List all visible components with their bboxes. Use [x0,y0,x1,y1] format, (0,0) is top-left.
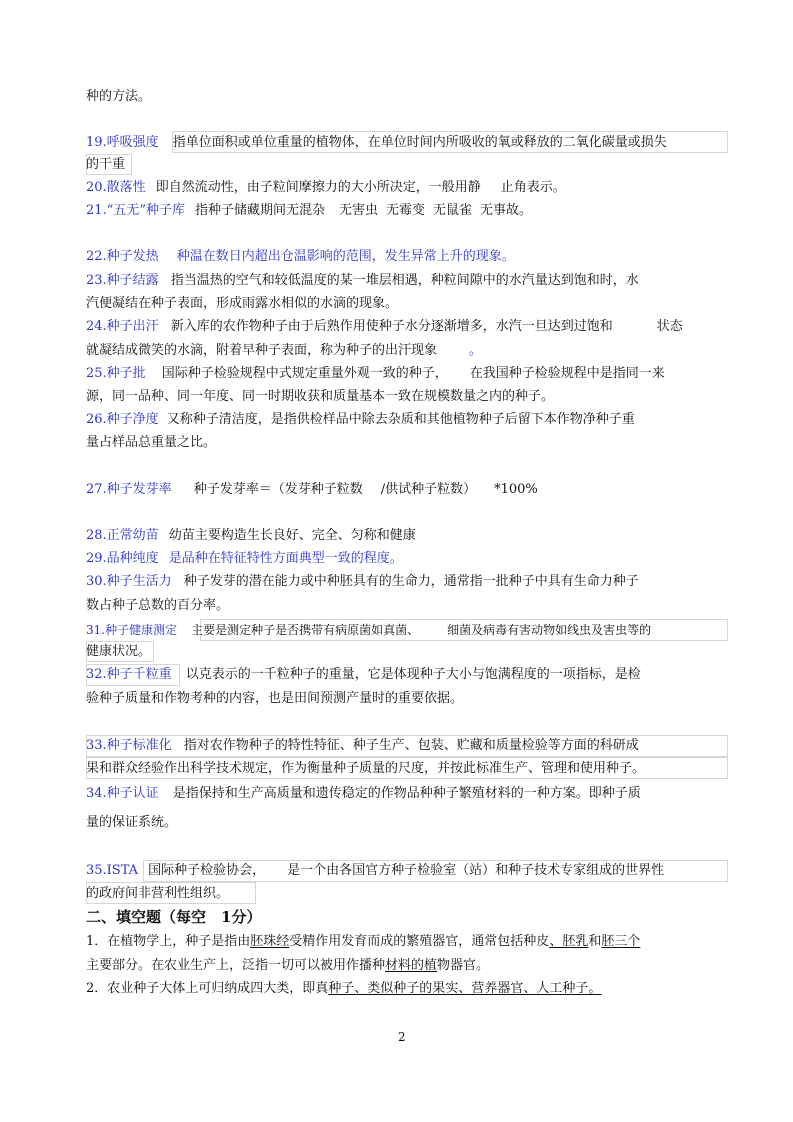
entry-25 [86,365,665,383]
term: 35.ISTA [86,863,139,878]
answer: 种子。 [562,981,602,996]
definition: 指当温热的空气和较低温度的某一堆层相遇，种粒间隙中的水汽量达到饱和时，水 [170,273,639,288]
term: 23.种子结露 [86,273,159,288]
term: 25.种子批 [86,366,146,381]
entry-19-cont: 的干重 [86,157,126,172]
fill-question-2 [86,980,641,998]
definition: 无霉变 [386,203,426,218]
entry-33-cont: 果和群众经验作出科学技术规定，作为衡量种子质量的尺度，并按此标准生产、管理和使用种子。 [86,761,646,776]
definition: 种温在数日内超出仓温影响的范围，发生异常上升的现象。 [176,249,515,264]
entry-32-cont: 验种子质量和作物考种的内容，也是田间预测产量时的重要依据。 [86,691,464,706]
question-text: 和 [588,934,602,949]
entry-21 [86,202,532,220]
entry-24-cont [86,342,482,360]
answer: 胚珠经 [250,934,290,949]
question-text: 主要部分。在农业生产上，泛指一切可以被用作播种 [86,958,386,973]
entry-27 [86,481,538,499]
entry-20 [86,179,566,197]
entry-35 [86,862,664,880]
entry-22 [86,248,515,266]
definition: /供试种子粒数） [380,482,477,497]
fill-question-1 [86,933,654,951]
entry-25-cont: 源，同一品种、同一年度、同一时期收获和质量基本一致在规模数量之内的种子。 [86,389,555,404]
answer: 器官、人工 [497,981,563,996]
question-text: 受精作用发育而成的繁殖器官，通常包括种皮 [289,934,550,949]
definition: 国际种子检验协会， [148,863,266,878]
term: 32.种子千粒重 [86,667,172,682]
term: 26.种子净度 [86,412,159,427]
definition: 以克表示的一千粒种子的重量，它是体现种子大小与饱满程度的一项指标，是检 [185,667,641,682]
definition: 幼苗主要构造生长良好、完全、匀称和健康 [168,528,416,543]
definition: 种子发芽的潜在能力或中种胚具有的生命力，通常指一批种子中具有生命力种子 [183,574,639,589]
entry-24 [86,318,683,336]
definition: 。 [469,343,483,358]
definition: 又称种子清洁度，是指供检样品中除去杂质和其他植物种子后留下本作物净种子重 [166,412,635,427]
definition: 种子发芽率＝（发芽种子粒数 [193,482,363,497]
entry-34-cont: 量的保证系统。 [86,815,178,830]
definition: 即自然流动性，由子粒间摩擦力的大小所决定，一般用静 [155,180,481,195]
definition: 指种子储藏期间无混杂 [194,203,325,218]
definition: 无事故。 [480,203,533,218]
definition: 在我国种子检验规程中是指同一来 [469,366,665,381]
entry-32 [86,666,641,684]
answer: 、胚乳 [549,934,589,949]
term: 24.种子出汗 [86,319,159,334]
entry-26-cont: 量占样品总重量之比。 [86,435,217,450]
definition: 就凝结成微笑的水滴，附着早种子表面，称为种子的出汗现象 [86,343,438,358]
term: 22.种子发热 [86,249,159,264]
term: 30.种子生活力 [86,574,172,589]
term: 34.种子认证 [86,786,159,801]
answer: 种子、类似 [328,981,394,996]
entry-23-cont: 汽便凝结在种子表面，形成雨露水相似的水滴的现象。 [86,296,399,311]
entry-34 [86,785,641,803]
entry-35-cont: 的政府间非营利性组织。 [86,886,230,901]
definition: 是一个由各国官方种子检验室（站）和种子技术专家组成的世界性 [287,863,665,878]
term: 33.种子标准化 [86,738,172,753]
answer: 种子的果实、营养 [393,981,498,996]
term: 27.种子发芽率 [86,482,172,497]
definition: 细菌及病毒有害动物如线虫及害虫等的 [447,623,652,637]
definition: 指对农作物种子的特性特征、种子生产、包装、贮藏和质量检验等方面的科研成 [183,738,639,753]
term: 20.散落性 [86,180,146,195]
term: 31.种子健康测定 [86,623,178,637]
entry-30-cont: 数占种子总数的百分率。 [86,598,230,613]
entry-33 [86,737,639,755]
entry-23 [86,272,639,290]
definition: 新入库的农作物种子由于后熟作用使种子水分逐渐增多，水汽一旦达到过饱和 [170,319,613,334]
definition: 国际种子检验规程中式规定重量外观一致的种子， [161,366,448,381]
definition: 是品种在特征特性方面典型一致的程度。 [168,551,403,566]
term: 19.呼吸强度 [86,135,159,150]
question-text: 物器官。 [437,958,490,973]
definition: 无害虫 [338,203,378,218]
definition: 止角表示。 [500,180,566,195]
question-text: 1．在植物学上，种子是指由 [86,934,251,949]
entry-28 [86,527,416,545]
intro-text: 种的方法。 [86,89,152,104]
definition: 状态 [656,319,683,334]
term: 29.品种纯度 [86,551,159,566]
entry-26 [86,411,635,429]
definition: 指单位面积或单位重量的植物体，在单位时间内所吸收的氧或释放的二氧化碳量或损失 [172,135,667,150]
definition: 是指保持和生产高质量和遗传稳定的作物品种种子繁殖材料的一种方案。即种子质 [172,786,641,801]
entry-31 [86,621,651,639]
term: 28.正常幼苗 [86,528,159,543]
term: 21.“五无”种子库 [86,203,185,218]
entry-29 [86,550,403,568]
page-number: 2 [398,1030,406,1044]
definition: *100% [494,482,538,497]
answer: 胚三个 [601,934,641,949]
fill-question-1-cont [86,957,489,975]
entry-31-cont: 健康状况。 [86,644,152,659]
question-text: 2．农业种子大体上可归纳成四大类，即真 [86,981,329,996]
section-heading: 二、填空题（每空 1分） [86,908,262,926]
definition: 无鼠雀 [433,203,473,218]
entry-30 [86,573,639,591]
answer: 材料的植 [385,958,438,973]
definition: 主要是测定种子是否携带有病原菌如真菌、 [191,623,420,637]
entry-19 [86,134,667,152]
